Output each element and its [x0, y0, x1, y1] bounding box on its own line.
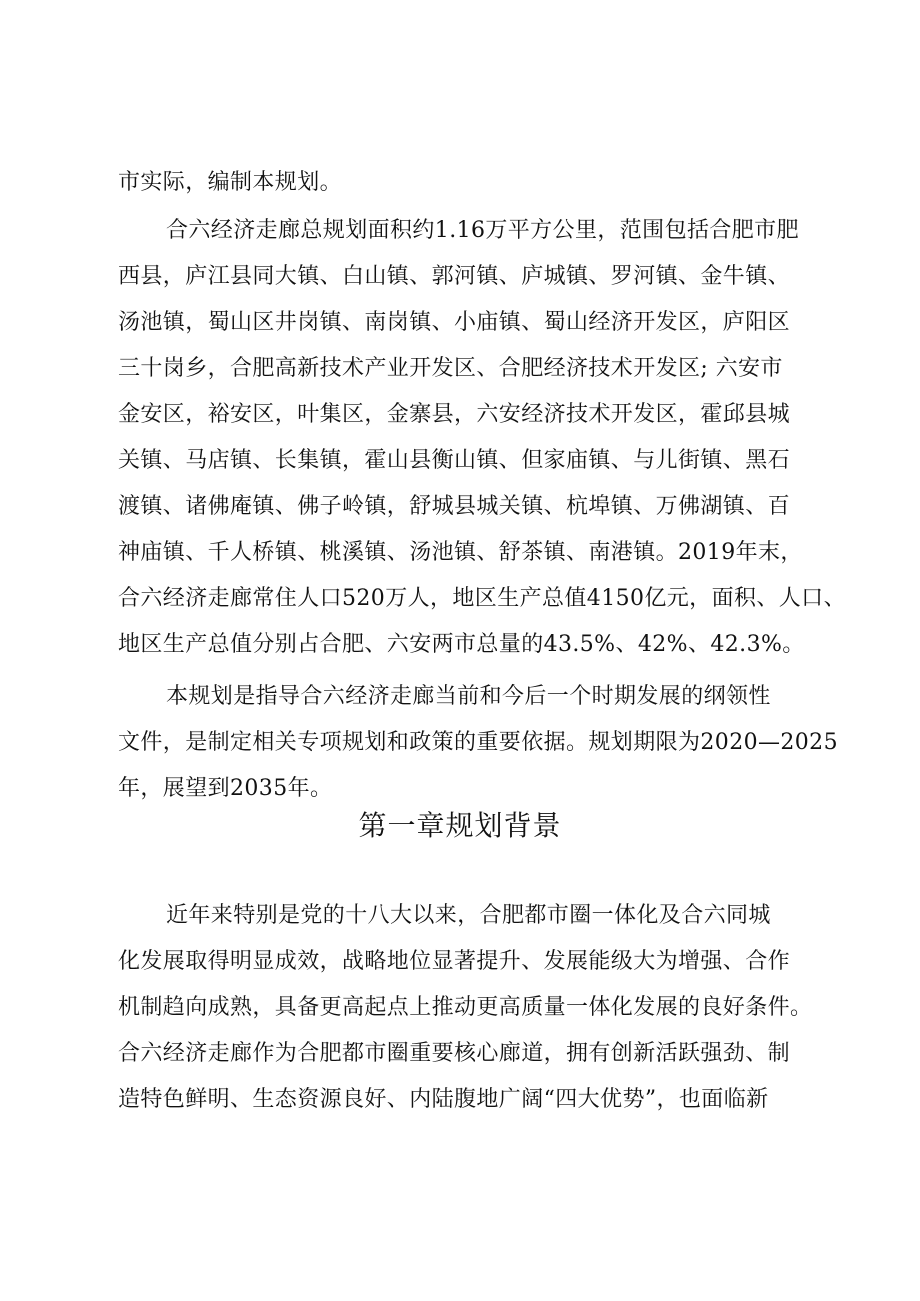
text-line: 神庙镇、千人桥镇、桃溪镇、汤池镇、舒茶镇、南港镇。2019年末，: [118, 540, 803, 565]
text-line: 市实际，编制本规划。: [118, 170, 343, 195]
text-line: 合六经济走廊常住人口520万人，地区生产总值4150亿元，面积、人口、: [118, 586, 846, 611]
text-line: 三十岗乡，合肥高新技术产业开发区、合肥经济技术开发区; 六安市: [118, 356, 783, 381]
status-paragraph: [118, 674, 838, 812]
text-line: 汤池镇，蜀山区井岗镇、南岗镇、小庙镇、蜀山经济开发区，庐阳区: [118, 310, 791, 335]
text-line: 合六经济走廊作为合肥都市圈重要核心廊道，拥有创新活跃强劲、制: [118, 1041, 791, 1066]
text-line: 文件，是制定相关专项规划和政策的重要依据。规划期限为2020—2025: [118, 730, 838, 755]
text-line: 金安区，裕安区，叶集区，金寨县，六安经济技术开发区，霍邱县城: [118, 402, 791, 427]
chapter-heading: 第一章规划背景: [358, 809, 562, 842]
text-line: 渡镇、诸佛庵镇、佛子岭镇，舒城县城关镇、杭埠镇、万佛湖镇、百: [118, 494, 791, 519]
background-paragraph: [118, 893, 813, 1123]
intro-fragment: [118, 160, 808, 206]
text-line: 造特色鲜明、生态资源良好、内陆腹地广阔“四大优势”，也面临新: [118, 1087, 769, 1112]
scope-paragraph: [118, 208, 846, 668]
text-line: 西县，庐江县同大镇、白山镇、郭河镇、庐城镇、罗河镇、金牛镇、: [118, 264, 791, 289]
text-line: 本规划是指导合六经济走廊当前和今后一个时期发展的纲领性: [166, 684, 771, 709]
text-line: 年，展望到2035年。: [118, 776, 333, 801]
text-line: 近年来特别是党的十八大以来，合肥都市圈一体化及合六同城: [166, 903, 771, 928]
text-line: 地区生产总值分别占合肥、六安两市总量的43.5%、42%、42.3%。: [118, 632, 805, 657]
text-line: 机制趋向成熟，具备更高起点上推动更高质量一体化发展的良好条件。: [118, 995, 813, 1020]
text-line: 关镇、马店镇、长集镇，霍山县衡山镇、但家庙镇、与儿街镇、黑石: [118, 448, 791, 473]
text-line: 合六经济走廊总规划面积约1.16万平方公里，范围包括合肥市肥: [166, 218, 799, 243]
text-line: 化发展取得明显成效，战略地位显著提升、发展能级大为增强、合作: [118, 949, 791, 974]
